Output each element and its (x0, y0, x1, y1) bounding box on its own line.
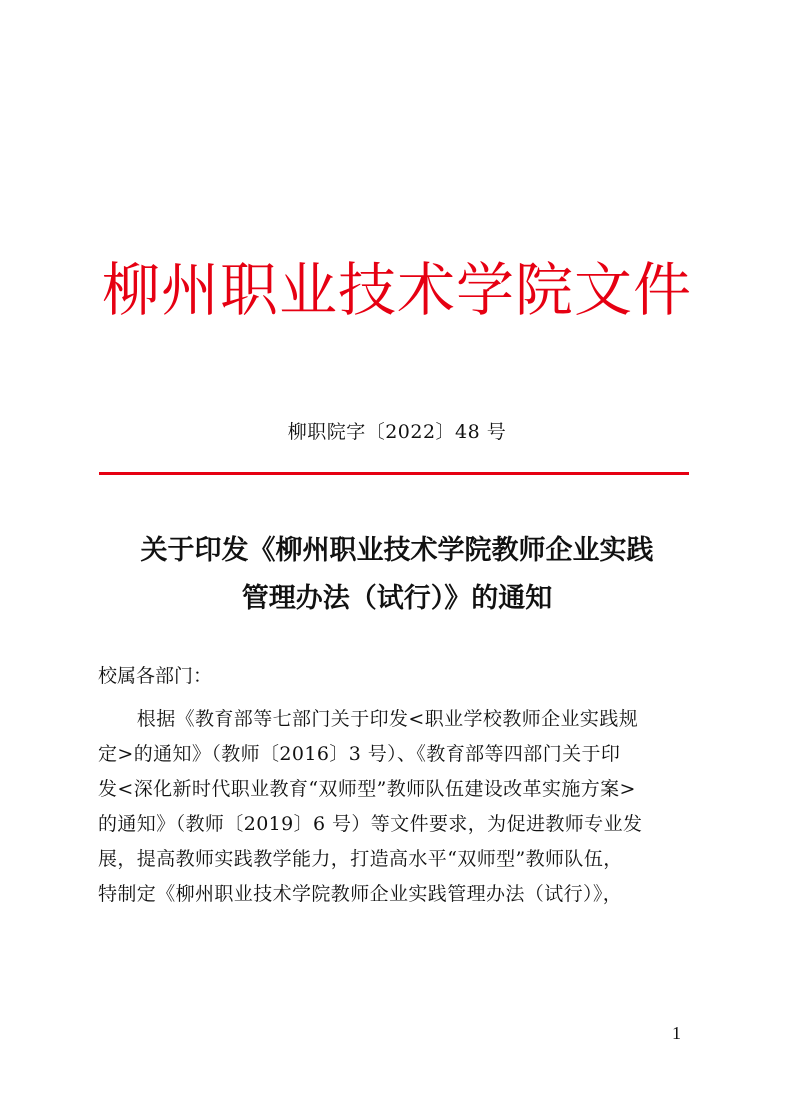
document-header-title: 柳州职业技术学院文件 (101, 256, 692, 324)
body-line: 特制定《柳州职业技术学院教师企业实践管理办法（试行）》， (98, 883, 623, 905)
page-number: 1 (672, 1023, 681, 1043)
salutation: 校属各部门： (98, 665, 213, 687)
notice-title (90, 527, 704, 623)
body-line: 定>的通知》（教师〔2016〕3 号）、《教育部等四部门关于印 (98, 743, 621, 765)
body-line: 的通知》（教师〔2019〕6 号）等文件要求，为促进教师专业发 (98, 813, 643, 835)
document-number: 柳职院字〔2022〕48 号 (287, 421, 507, 443)
body-line: 发<深化新时代职业教育“双师型”教师队伍建设改革实施方案> (98, 778, 636, 800)
body-line: 展，提高教师实践教学能力，打造高水平“双师型”教师队伍， (98, 848, 623, 870)
body-line: 根据《教育部等七部门关于印发<职业学校教师企业实践规 (98, 708, 639, 730)
red-separator-line (99, 472, 689, 475)
notice-title-line-2: 管理办法（试行）》的通知 (241, 583, 553, 614)
body-paragraph (98, 702, 698, 912)
notice-title-line-1: 关于印发《柳州职业技术学院教师企业实践 (140, 535, 654, 566)
